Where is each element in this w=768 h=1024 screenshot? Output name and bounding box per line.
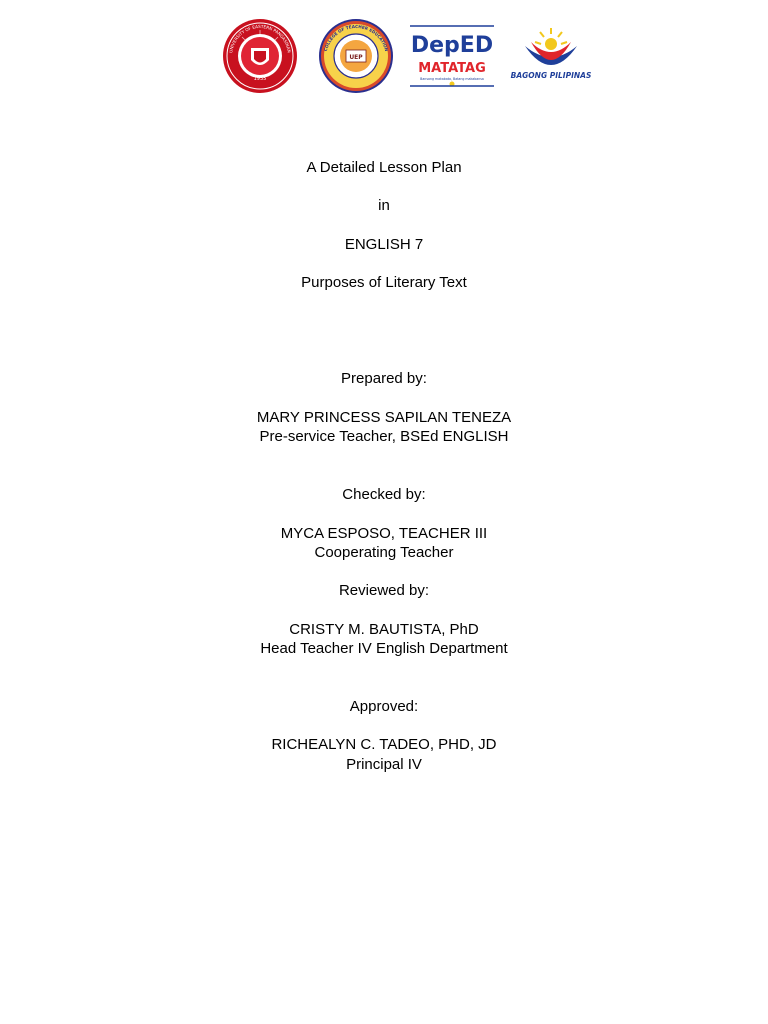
checked-by-role: Cooperating Teacher — [314, 544, 454, 561]
bagong-pilipinas-logo — [506, 18, 596, 90]
svg-text:BAGONG PILIPINAS: BAGONG PILIPINAS — [510, 71, 592, 80]
reviewed-by-role: Head Teacher IV English Department — [260, 640, 508, 657]
svg-text:COLLEGE OF TEACHER EDUCATION: COLLEGE OF TEACHER EDUCATION — [322, 23, 390, 52]
approved-by-role: Principal IV — [346, 756, 422, 773]
lesson-topic: Purposes of Literary Text — [301, 274, 467, 291]
svg-text:Bansang makabata, Batang makab: Bansang makabata, Batang makabansa — [420, 77, 484, 81]
checked-by-name: MYCA ESPOSO, TEACHER III — [280, 525, 488, 542]
approved-label: Approved: — [349, 698, 419, 715]
approved-by-name: RICHEALYN C. TADEO, PHD, JD — [271, 736, 497, 753]
title-connector: in — [378, 197, 390, 214]
lesson-plan-title: A Detailed Lesson Plan — [306, 159, 462, 176]
prepared-by-name: MARY PRINCESS SAPILAN TENEZA — [256, 409, 512, 426]
reviewed-by-label: Reviewed by: — [338, 582, 430, 599]
logo-strip — [0, 18, 768, 98]
prepared-by-label: Prepared by: — [341, 370, 427, 387]
svg-text:UNIVERSITY OF EASTERN PANGASIN: UNIVERSITY OF EASTERN PANGASINAN — [228, 23, 292, 54]
deped-matatag-logo — [408, 24, 496, 88]
svg-text:UEP: UEP — [349, 54, 363, 61]
reviewed-by-name: CRISTY M. BAUTISTA, PhD — [289, 621, 479, 638]
checked-by-label: Checked by: — [342, 486, 426, 503]
svg-text:MATATAG: MATATAG — [418, 61, 486, 76]
college-seal-logo — [316, 18, 396, 94]
prepared-by-role: Pre-service Teacher, BSEd ENGLISH — [259, 428, 509, 445]
university-seal-logo — [220, 18, 300, 94]
subject-title: ENGLISH 7 — [344, 236, 424, 253]
svg-text:DepED: DepED — [410, 33, 494, 58]
svg-text:1935: 1935 — [253, 76, 267, 82]
